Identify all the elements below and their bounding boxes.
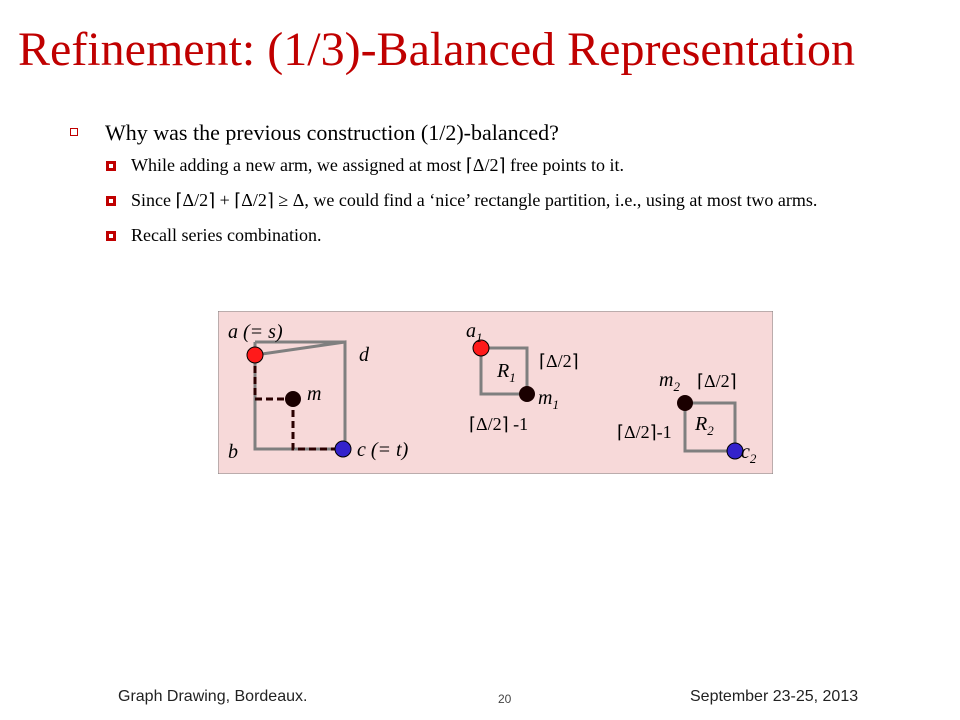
label-R1: $R_1$ — [497, 360, 516, 385]
square-bullet-icon — [106, 231, 116, 241]
sub-bullet-text: Recall series combination. — [131, 225, 322, 245]
figure-svg — [218, 311, 773, 474]
label-R2: $R_2$ — [695, 413, 714, 438]
label-c-eq-t: c (= t) — [357, 439, 409, 461]
bullet-main — [70, 118, 930, 148]
label-ceil-delta-half-minus-1: ⌈Δ/2⌉ -1 — [469, 414, 529, 434]
label-a1: $a_1$ — [466, 320, 483, 345]
sub-bullet — [70, 189, 960, 212]
slide-title: Refinement: (1/3)-Balanced Representation — [18, 23, 856, 76]
label-top-ceil-delta-half: ⌈Δ/2⌉ — [697, 371, 737, 391]
footer-date: September 23-25, 2013 — [690, 688, 859, 705]
label-m2: $m_2$ — [659, 369, 680, 394]
label-m: m — [307, 383, 322, 405]
label-d: d — [359, 344, 369, 366]
sub-bullet — [70, 154, 960, 177]
footer-page-number: 20 — [498, 692, 512, 706]
rectangle-partition-figure — [218, 311, 773, 474]
square-bullet-icon — [106, 196, 116, 206]
label-ceil-delta-half: ⌈Δ/2⌉ — [539, 351, 579, 371]
point-m — [285, 391, 301, 407]
point-m1 — [519, 386, 535, 402]
point-a — [247, 347, 263, 363]
sub-bullet — [70, 224, 960, 247]
bullet-main-text: Why was the previous construction (1/2)-balanced? — [105, 120, 559, 145]
square-bullet-icon — [106, 161, 116, 171]
bullet-list — [70, 118, 930, 259]
label-c2: $c_2$ — [741, 441, 757, 466]
footer-conference: Graph Drawing, Bordeaux. — [118, 688, 308, 705]
sub-bullet-text: While adding a new arm, we assigned at most ⌈Δ/2⌉ free points to it. — [131, 155, 625, 175]
label-m1: $m_1$ — [538, 387, 559, 412]
label-left-ceil-delta-half-minus-1: ⌈Δ/2⌉-1 — [617, 422, 672, 442]
label-a-eq-s: a (= s) — [228, 321, 283, 343]
sub-bullet-text: Since ⌈Δ/2⌉ + ⌈Δ/2⌉ ≥ Δ, we could find a ‘nice’ rectangle partition, i.e., using at most two arms. — [131, 190, 818, 210]
point-c — [335, 441, 351, 457]
label-b: b — [228, 441, 238, 463]
point-m2 — [677, 395, 693, 411]
hollow-square-bullet-icon — [70, 128, 78, 136]
